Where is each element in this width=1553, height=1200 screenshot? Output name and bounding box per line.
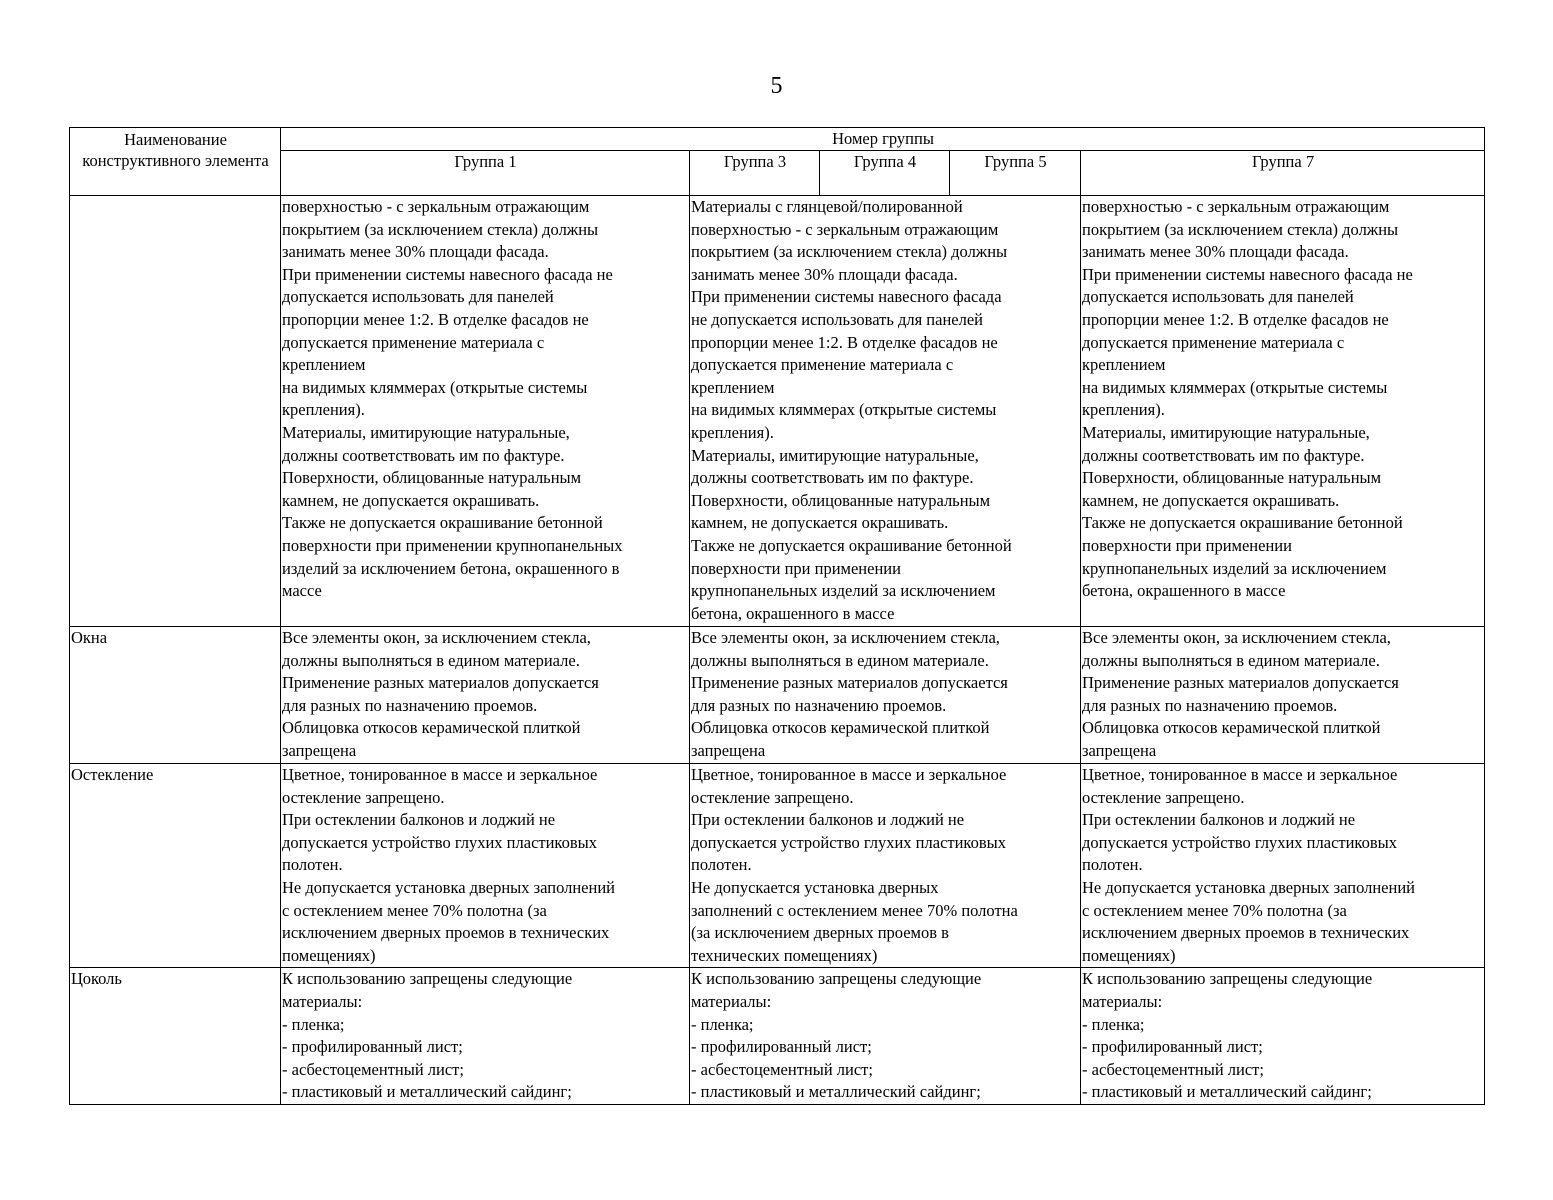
header-group-1: Группа 1: [281, 151, 690, 196]
requirements-table: [69, 127, 1485, 1105]
header-group-7: Группа 7: [1081, 151, 1485, 196]
header-element-name: Наименование конструктивного элемента: [70, 128, 281, 196]
table-row: [70, 196, 1485, 627]
cell-group-7: К использованию запрещены следующие материалы: - пленка; - профилированный лист; - асбестоцементный лист; - пластиковый и металлический сайдинг;: [1081, 968, 1485, 1105]
header-group-5: Группа 5: [950, 151, 1081, 196]
cell-group-3-5: Материалы с глянцевой/полированной поверхностью - с зеркальным отражающим покрытием (за исключением стекла) должны занимать менее 30% площади фасада. При применении системы навесного фасада не допускается использовать для панелей пропорции менее 1:2. В отделке фасадов не допускается применение материала с креплением на видимых кляммерах (открытые системы крепления). Материалы, имитирующие натуральные, должны соответствовать им по фактуре. Поверхности, облицованные натуральным камнем, не допускается окрашивать. Также не допускается окрашивание бетонной поверхности при применении крупнопанельных изделий за исключением бетона, окрашенного в массе: [690, 196, 1081, 627]
table-row: [70, 764, 1485, 968]
header-group-4: Группа 4: [820, 151, 950, 196]
cell-group-7: Все элементы окон, за исключением стекла, должны выполняться в едином материале. Применение разных материалов допускается для разных по назначению проемов. Облицовка откосов керамической плиткой запрещена: [1081, 627, 1485, 764]
row-element-name: Окна: [70, 627, 281, 764]
cell-group-1: поверхностью - с зеркальным отражающим покрытием (за исключением стекла) должны занимать менее 30% площади фасада. При применении системы навесного фасада не допускается использовать для панелей пропорции менее 1:2. В отделке фасадов не допускается применение материала с креплением на видимых кляммерах (открытые системы крепления). Материалы, имитирующие натуральные, должны соответствовать им по фактуре. Поверхности, облицованные натуральным камнем, не допускается окрашивать. Также не допускается окрашивание бетонной поверхности при применении крупнопанельных изделий за исключением бетона, окрашенного в массе: [281, 196, 690, 627]
table-row: [70, 627, 1485, 764]
cell-group-3-5: Цветное, тонированное в массе и зеркальное остекление запрещено. При остеклении балконов и лоджий не допускается устройство глухих пластиковых полотен. Не допускается установка дверных заполнений с остеклением менее 70% полотна (за исключением дверных проемов в технических помещениях): [690, 764, 1081, 968]
table-row: [70, 968, 1485, 1105]
cell-group-7: Цветное, тонированное в массе и зеркальное остекление запрещено. При остеклении балконов и лоджий не допускается устройство глухих пластиковых полотен. Не допускается установка дверных заполнений с остеклением менее 70% полотна (за исключением дверных проемов в технических помещениях): [1081, 764, 1485, 968]
page-number: 5: [770, 73, 783, 99]
cell-group-1: Цветное, тонированное в массе и зеркальное остекление запрещено. При остеклении балконов и лоджий не допускается устройство глухих пластиковых полотен. Не допускается установка дверных заполнений с остеклением менее 70% полотна (за исключением дверных проемов в технических помещениях): [281, 764, 690, 968]
cell-group-1: Все элементы окон, за исключением стекла, должны выполняться в едином материале. Применение разных материалов допускается для разных по назначению проемов. Облицовка откосов керамической плиткой запрещена: [281, 627, 690, 764]
cell-group-3-5: К использованию запрещены следующие материалы: - пленка; - профилированный лист; - асбестоцементный лист; - пластиковый и металлический сайдинг;: [690, 968, 1081, 1105]
row-element-name: Остекление: [70, 764, 281, 968]
header-group-3: Группа 3: [690, 151, 820, 196]
row-element-name: [70, 196, 281, 627]
row-element-name: Цоколь: [70, 968, 281, 1105]
cell-group-1: К использованию запрещены следующие материалы: - пленка; - профилированный лист; - асбестоцементный лист; - пластиковый и металлический сайдинг;: [281, 968, 690, 1105]
cell-group-3-5: Все элементы окон, за исключением стекла, должны выполняться в едином материале. Применение разных материалов допускается для разных по назначению проемов. Облицовка откосов керамической плиткой запрещена: [690, 627, 1081, 764]
header-group-number: Номер группы: [281, 128, 1485, 151]
cell-group-7: поверхностью - с зеркальным отражающим покрытием (за исключением стекла) должны занимать менее 30% площади фасада. При применении системы навесного фасада не допускается использовать для панелей пропорции менее 1:2. В отделке фасадов не допускается применение материала с креплением на видимых кляммерах (открытые системы крепления). Материалы, имитирующие натуральные, должны соответствовать им по фактуре. Поверхности, облицованные натуральным камнем, не допускается окрашивать. Также не допускается окрашивание бетонной поверхности при применении крупнопанельных изделий за исключением бетона, окрашенного в массе: [1081, 196, 1485, 627]
